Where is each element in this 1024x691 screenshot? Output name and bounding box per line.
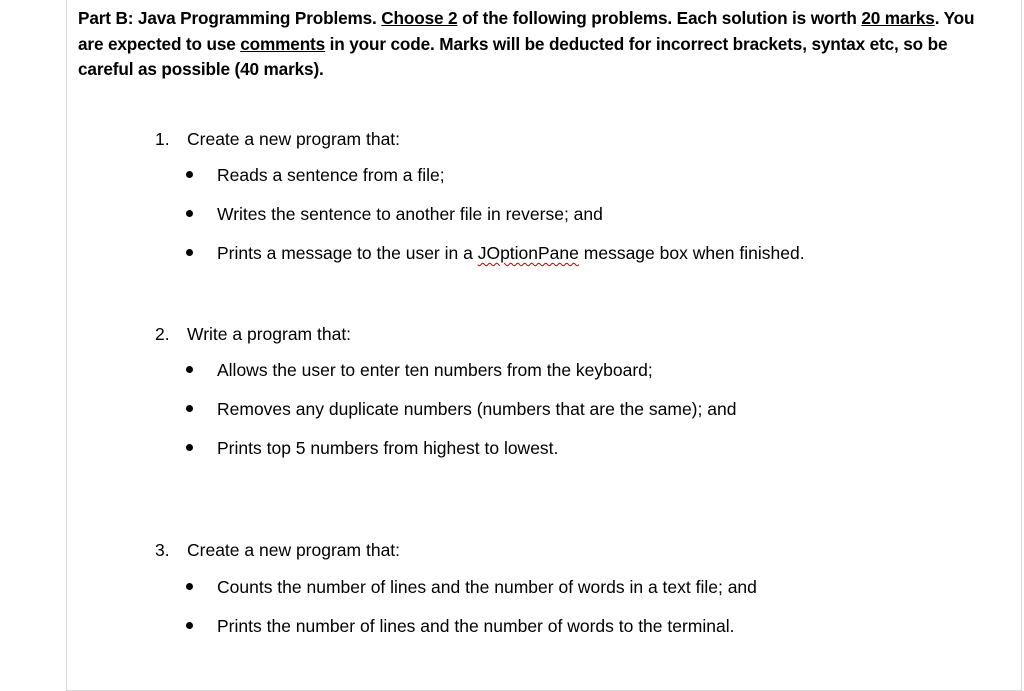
problem-number: 3. [155,540,170,560]
problem-title: Create a new program that: [187,129,401,149]
problem-title: Create a new program that: [187,540,401,560]
header-choose: Choose 2 [381,8,458,28]
bullet-icon [186,405,193,412]
spellcheck-flagged-word[interactable]: JOptionPane [477,243,579,263]
list-item-text: Prints top 5 numbers from highest to lowest. [217,438,559,458]
list-item [186,163,445,187]
list-item [186,436,558,460]
bullet-icon [186,583,193,590]
list-item [186,614,735,638]
problem-title: Write a program that: [187,324,352,344]
section-header [78,6,978,83]
bullet-icon [186,210,193,217]
problem-number: 1. [155,129,170,149]
list-item-text: Removes any duplicate numbers (numbers that are the same); and [217,399,737,419]
list-item [186,241,805,265]
header-marks: 20 marks [861,8,935,28]
header-comments: comments [240,33,326,54]
list-item-text: Prints the number of lines and the number of words to the terminal. [217,616,735,636]
list-item [186,202,603,226]
header-text: Part B: Java Programming Problems. [78,8,382,28]
list-item-text: Allows the user to enter ten numbers from the keyboard; [217,360,653,380]
problem-2-title [155,322,351,346]
list-item [186,358,653,382]
problem-1-title [155,127,400,151]
problem-number: 2. [155,324,170,344]
problem-3-title [155,538,400,562]
header-text: in your code. Marks will be deducted for incorrect brackets, syntax etc, so be careful as possible (40 marks). [78,33,948,79]
list-item [186,575,757,599]
bullet-icon [186,249,193,256]
list-item-text: Prints a message to the user in a [217,243,478,263]
bullet-icon [186,171,193,178]
list-item-text: message box when finished. [578,243,805,263]
bullet-icon [186,366,193,373]
header-text: of the following problems. Each solution is worth [457,8,862,28]
list-item-text: Counts the number of lines and the number of words in a text file; and [217,577,757,597]
header-text: . You are expected to use [78,8,975,54]
list-item-text: Reads a sentence from a file; [217,165,445,185]
list-item [186,397,736,421]
bullet-icon [186,622,193,629]
bullet-icon [186,444,193,451]
list-item-text: Writes the sentence to another file in reverse; and [217,204,603,224]
